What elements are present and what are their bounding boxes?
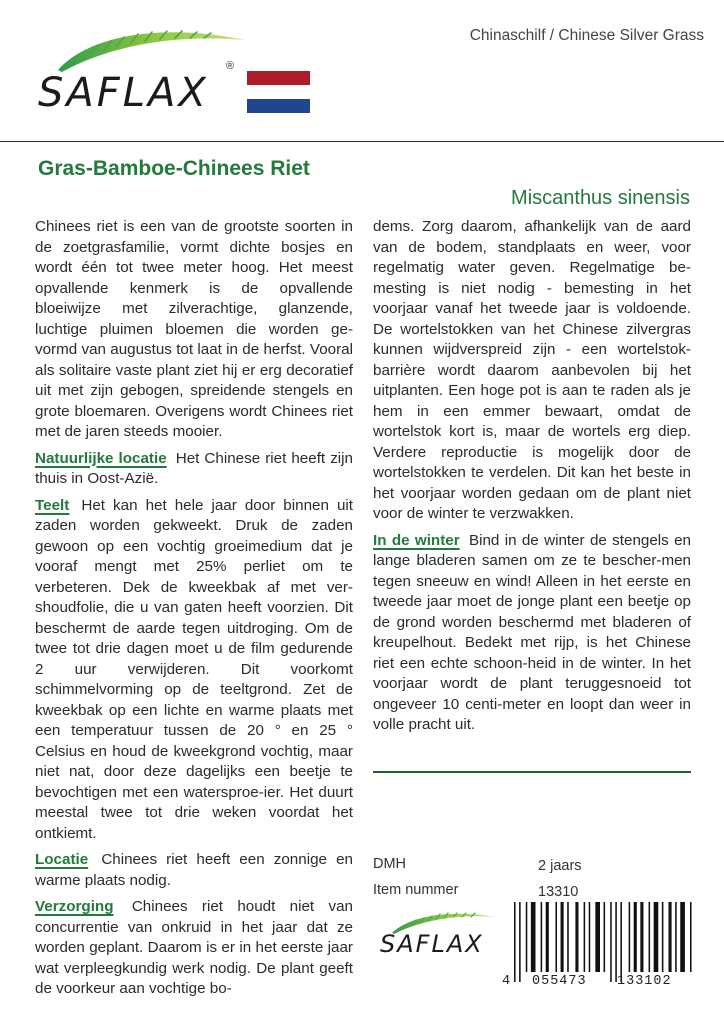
barcode-bar [669,902,672,972]
continuation-paragraph: dems. Zorg daarom, afhankelijk van de aard van de bodem, standplaats en weer, voor regelmatig water geven. Regelmatige be-mesting is niet nodig - bemesting in het voorjaar vanaf het tweede jaar is voldoende. De wortelstokken van het Chinese zilvergras kunnen wijdverspreid zijn - een wortelstok-barrière wordt daarom aanbevolen bij het uitplanten. Een hoge pot is aan te raden als je hem in een emmer bewaart, omdat de wortelstok kort is, maar de wortels erg diep. Verdere reproductie is mogelijk door de wortelstokken te verdelen. Dit kan het beste in het voorjaar worden gedaan om de plant niet voor de winter te verzwakken. [373,218,691,522]
barcode-bar [546,902,549,972]
section-cultivation [35,496,353,845]
section-location [35,850,353,891]
section-natural-location [35,449,353,490]
section-text: Het Chinese riet heeft zijn thuis in Oost-Azië. [35,449,353,487]
barcode-right-group: 133102 [617,974,672,989]
barcode-bar [610,902,612,982]
section-heading: Natuurlijke locatie [35,449,167,467]
section-text: Het kan het hele jaar door binnen uit zaden worden gekweekt. Druk de zaden gewoon op een vochtig groeimedium dat je vooraf mengt met 25% perliet om te verbeteren. Dek de kweekbak af met ver-shoudfolie, die u van gaten heeft voorzien. Dit beschermt de aarde tegen uitdroging. Om de twee tot drie dagen moet u de film gedurende 2 uur verwijderen. Dit voorkomt schimmelvorming op de teeltgrond. Zet de kweekbak op een lichte en warme plaats met een temperatuur tussen de 20 ° en 25 ° Celsius en houd de kweekgrond vochtig, maar niet nat, door deze dagelijks een beetje te bevochtigen met een watersproe-ier. Het duurt meestal twee tot drie weken voordat het ontkiemt. [35,496,353,842]
section-text: Bind in de winter de stengels en lange bladeren samen om ze te bescher-men tegen sneeuw en wind! Alleen in het eerste en tweede jaar moet de jonge plant een beetje op de grond worden beschermd met bladeren of kreupelhout. Bedekt met rijp, is het Chinese riet een echte schoon-heid in de winter. In het voorjaar wordt de plant teruggesnoeid tot ongeveer 10 centi-meter en loopt dan weer in volle pracht uit. [373,531,691,733]
right-column [373,217,691,740]
barcode-bar [584,902,586,972]
barcode-bar [620,902,622,982]
section-care [35,897,353,1000]
barcode-bar [640,902,643,972]
barcode-bar [541,902,543,972]
barcode-bar [514,902,516,982]
intro-paragraph: Chinees riet is een van de grootste soorten in de zoetgrasfamilie, vormt dichte bosjes en wordt één tot twee meter hoog. Het meest opvallende kenmerk is de opvallende bloeiwijze met zilverachtige, glanzende, luchtige pluimen bloemen die worden ge-vormd van augustus tot laat in de herfst. Vooral als solitaire vaste plant ziet hij er erg decoratief uit met zijn gebogen, spreidende stengels en grote bloemaren. Overigens wordt Chinees riet met de jaren steeds mooier. [35,218,353,440]
dmh-value: 2 jaars [538,858,582,874]
barcode-bar [519,902,521,982]
left-column [35,217,353,1004]
barcode-bar [531,902,536,972]
section-heading: Teelt [35,496,70,514]
brand-logo [34,26,244,121]
barcode-bar [634,902,637,972]
logo-swoosh-icon [52,26,252,76]
barcode-left-group: 055473 [532,974,587,989]
barcode [502,902,692,1018]
item-number-value: 13310 [538,884,579,900]
barcode-bar [654,902,659,972]
barcode-first-digit: 4 [502,974,512,989]
section-text: Chinees riet houdt niet van concurrentie van onkruid in het jaar dat ze worden geplant. Daarom is er in het eerste jaar wat verpleegkundig werk nodig. De plant geeft de voorkeur aan vochtige bo- [35,898,353,997]
section-divider [373,771,691,773]
barcode-bar [649,902,651,972]
section-heading: Verzorging [35,898,114,915]
barcode-bar [615,902,617,982]
barcode-bar [604,902,606,972]
barcode-bar [589,902,591,972]
footer-wordmark: SAFLAX [380,930,484,958]
item-number-label: Item nummer [373,882,459,898]
barcode-bar [595,902,600,972]
footer-logo [378,910,503,970]
header-divider [0,141,724,142]
section-heading: Locatie [35,851,89,868]
barcode-bar [555,902,557,972]
barcode-bar [629,902,631,972]
barcode-bar [526,902,528,972]
section-winter [373,531,691,736]
barcode-bar [575,902,578,972]
barcode-bar [690,902,692,972]
dmh-label: DMH [373,856,407,872]
section-text: Chinees riet heeft een zonnige en warme plaats nodig. [35,851,353,889]
product-title: Chinaschilf / Chinese Silver Grass [469,27,704,44]
barcode-bar [675,902,677,972]
barcode-bar [567,902,569,972]
netherlands-flag-icon [247,71,310,113]
section-heading: In de winter [373,531,460,549]
registered-mark: ® [226,60,235,72]
latin-name: Miscanthus sinensis [511,187,690,209]
barcode-bar [680,902,685,972]
brand-wordmark: SAFLAX [38,70,209,116]
barcode-bar [561,902,564,972]
page-title: Gras-Bamboe-Chinees Riet [38,157,310,180]
barcode-bar [662,902,664,972]
